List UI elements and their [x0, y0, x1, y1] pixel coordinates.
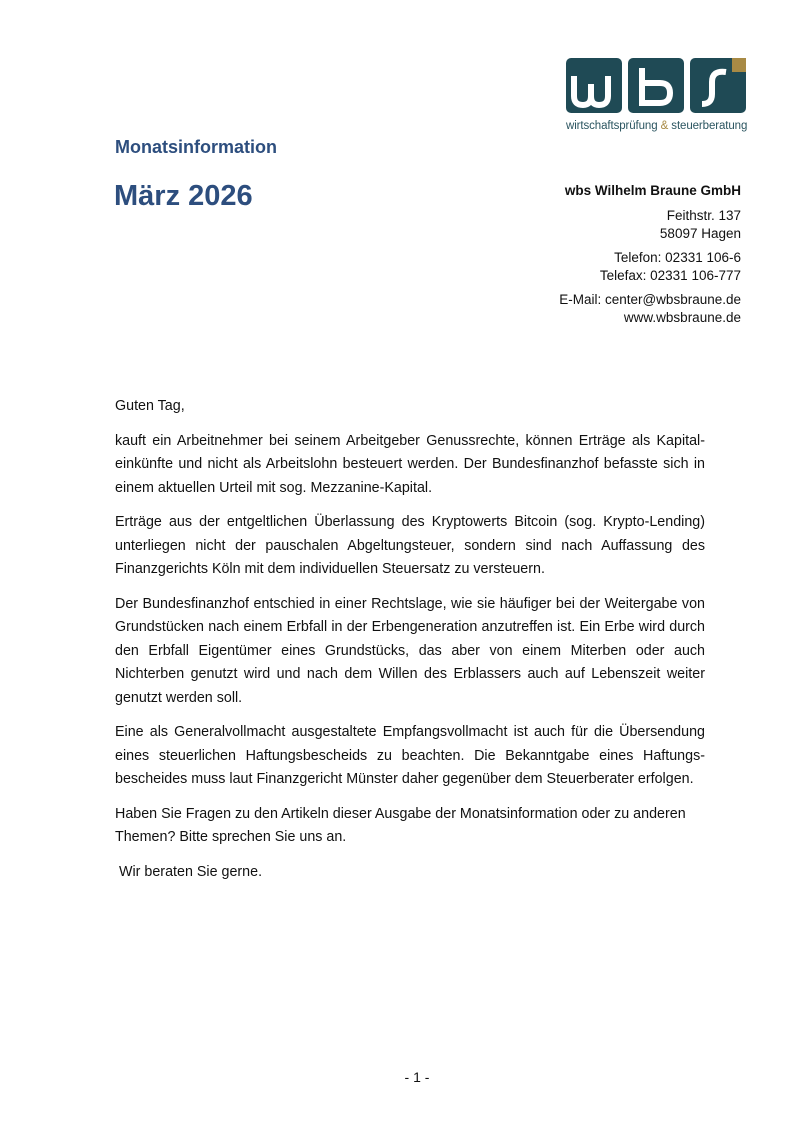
fax-number: Telefax: 02331 106-777: [599, 268, 741, 283]
issue-month-title: März 2026: [114, 180, 253, 212]
paragraph-empfangsvollmacht: Eine als Generalvollmacht ausgestaltete Empfangsvollmacht ist auch für die Übersendung eines steuerlichen Haftungsbescheids zu beachten. Die Bekanntgabe eines Haftungs-bescheides muss laut Finanzgericht Münster daher gegenüber dem Steuerberater erfolgen.: [115, 724, 705, 787]
logo-tagline: wirtschaftsprüfung & steuerberatung: [566, 120, 748, 132]
phone-number: Telefon: 02331 106-6: [614, 250, 741, 265]
paragraph-krypto-lending: Erträge aus der entgeltlichen Überlassung des Kryptowerts Bitcoin (sog. Krypto-Lending) unterliegen nicht der pauschalen Abgeltungsteuer, sondern sind nach Auffassung des Finanzgerichts Köln mit dem individuellen Steuersatz zu versteuern.: [115, 514, 705, 577]
newsletter-label: Monatsinformation: [115, 137, 277, 157]
sender-address: [441, 182, 741, 333]
company-logo: [566, 58, 746, 138]
city-address: 58097 Hagen: [659, 226, 741, 241]
page-number: - 1 -: [404, 1069, 430, 1085]
paragraph-genussrechte: kauft ein Arbeitnehmer bei seinem Arbeitgeber Genussrechte, können Erträge als Kapital-einkünfte und nicht als Arbeitslohn besteuert werden. Der Bundesfinanzhof befasste sich in einem aktuellen Urteil mit sog. Mezzanine-Kapital.: [115, 432, 705, 496]
website-link: www.wbsbraune.de: [623, 310, 741, 325]
letter-body: [115, 395, 705, 895]
street-address: Feithstr. 137: [666, 208, 741, 223]
email-address: E-Mail: center@wbsbraune.de: [559, 292, 741, 307]
company-name: wbs Wilhelm Braune GmbH: [564, 183, 741, 198]
greeting: Guten Tag,: [115, 398, 185, 414]
paragraph-erbfall-grundstueck: Der Bundesfinanzhof entschied in einer Rechtslage, wie sie häufiger bei der Weitergabe von Grundstücken nach einem Erbfall in der Erbengeneration anzutreffen ist. Ein Erbe wird durch den Erbfall Eigentümer eines Grundstücks, das aber von einem Miterben oder auch Nichterben genutzt wird und nach dem Willen des Erblassers auch auf Lebenszeit weiter genutzt werden soll.: [115, 595, 705, 706]
paragraph-questions: Haben Sie Fragen zu den Artikeln dieser Ausgabe der Monatsinformation oder zu anderen Themen? Bitte sprechen Sie uns an.: [115, 805, 686, 845]
closing-line: Wir beraten Sie gerne.: [119, 863, 263, 880]
wbs-logo-mark: [566, 58, 746, 114]
